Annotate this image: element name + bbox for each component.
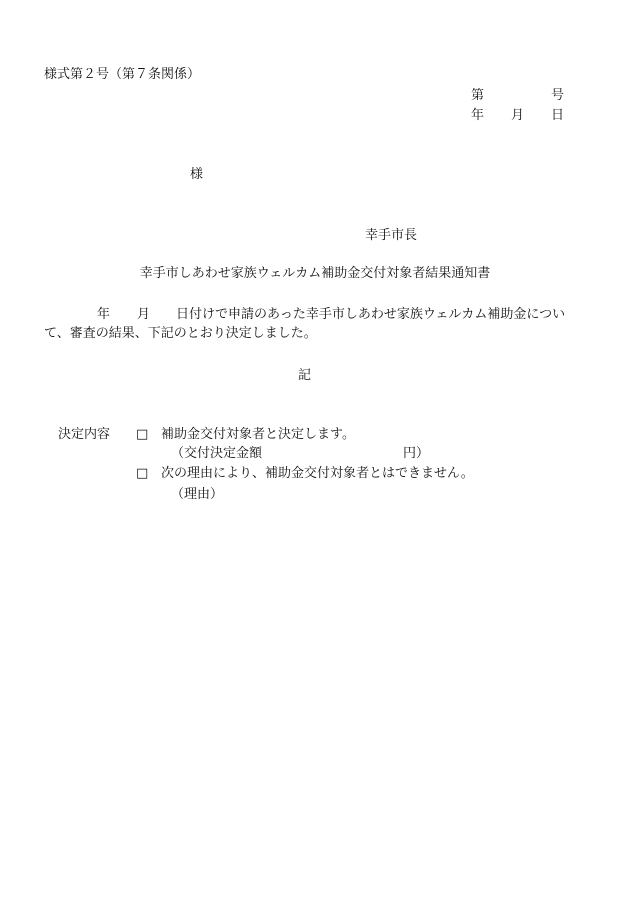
body-line-1-text: 日付けで申請のあった幸手市しあわせ家族ウェルカム補助金につい: [176, 307, 566, 322]
doc-number-suffix: 号: [551, 88, 565, 103]
form-number: 様式第２号（第７条関係）: [44, 67, 201, 82]
body-line-1: [44, 307, 565, 323]
amount-unit: 円）: [403, 446, 430, 461]
option-2-text: 次の理由により、補助金交付対象者とはできません。: [161, 466, 474, 481]
document-title: 幸手市しあわせ家族ウェルカム補助金交付対象者結果通知書: [139, 266, 491, 281]
amount-label: （交付決定金額: [171, 446, 263, 461]
doc-number-prefix: 第: [471, 88, 485, 103]
ki-heading: 記: [298, 368, 312, 383]
issuer: 幸手市長: [365, 228, 418, 243]
body-line-2: て、審査の結果、下記のとおり決定しました。: [44, 326, 317, 341]
date-day: 日: [551, 108, 565, 123]
reason-label: （理由）: [171, 487, 224, 502]
date-year: 年: [471, 108, 485, 123]
decision-label: 決定内容: [58, 427, 111, 442]
date-month: 月: [511, 108, 525, 123]
recipient-suffix: 様: [190, 167, 204, 182]
body-year: 年: [97, 307, 111, 322]
option-2-checkbox[interactable]: □: [136, 466, 149, 481]
option-1-text: 補助金交付対象者と決定します。: [161, 427, 355, 442]
option-1-checkbox[interactable]: □: [136, 427, 149, 442]
body-month: 月: [137, 307, 151, 322]
decision-option-1: [136, 427, 355, 443]
decision-option-2: [136, 466, 474, 482]
